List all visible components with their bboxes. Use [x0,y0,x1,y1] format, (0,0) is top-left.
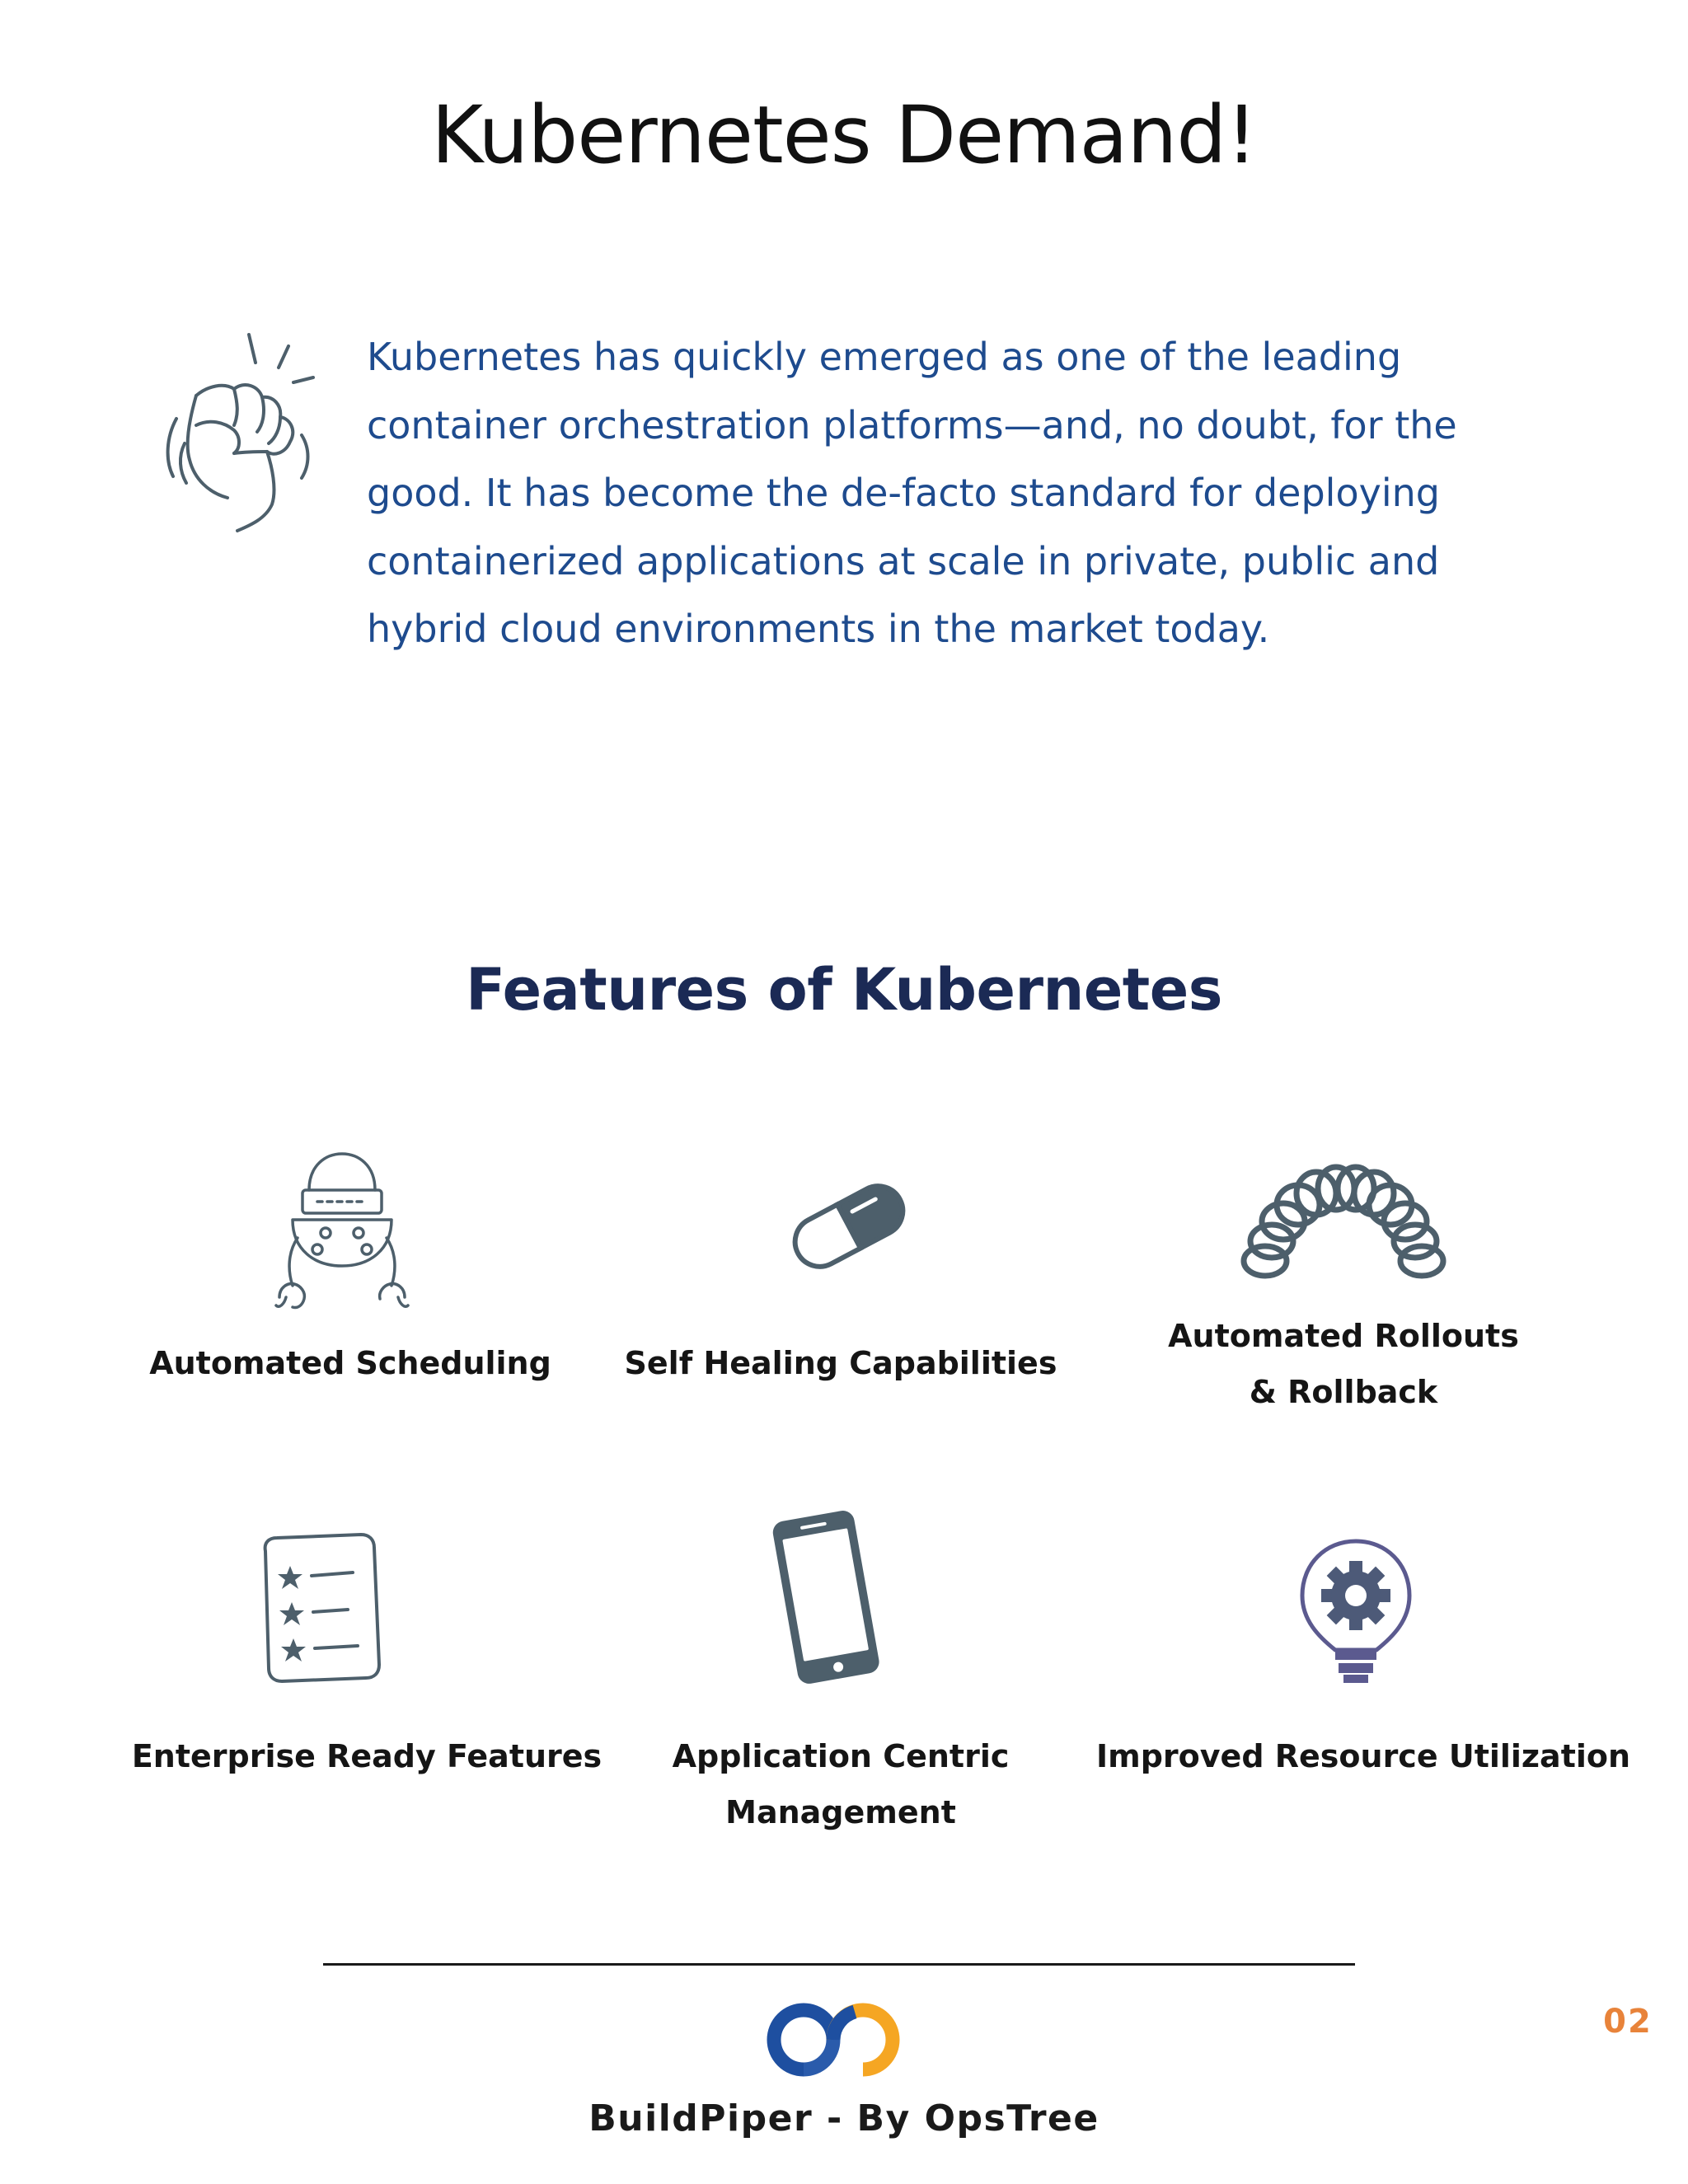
lightbulb-gear-icon [1294,1535,1418,1687]
intro-line: good. It has become the de-facto standard for deploying [367,471,1440,515]
capsule-icon [775,1169,923,1284]
feature-label [1096,1308,1591,1420]
feature-label [593,1335,1088,1391]
feature-label [103,1335,598,1391]
smartphone-icon [760,1508,892,1685]
feature-label-line: Enterprise Ready Features [131,1738,603,1774]
raised-fist-icon [148,328,330,534]
intro-line: Kubernetes has quickly emerged as one of the leading [367,335,1402,379]
features-heading: Features of Kubernetes [466,956,1222,1024]
feature-label [593,1728,1088,1840]
feature-label-line: Management [725,1794,956,1830]
feature-label-line: Improved Resource Utilization [1096,1738,1631,1774]
intro-line: container orchestration platforms—and, no doubt, for the [367,402,1457,448]
buildpiper-logo-icon [762,1999,904,2081]
robot-icon [268,1147,416,1320]
feature-label-line: Automated Rollouts [1168,1318,1519,1354]
feature-label [1096,1728,1631,1784]
intro-paragraph [367,323,1504,663]
intro-line: containerized applications at scale in private, public and [367,538,1440,583]
feature-label [120,1728,614,1784]
feature-label-line: Application Centric [672,1738,1010,1774]
footer-divider [323,1963,1355,1966]
brand-name: BuildPiper - By OpsTree [588,2097,1100,2139]
feature-label-line: Automated Scheduling [149,1345,551,1381]
page-title: Kubernetes Demand! [431,89,1257,181]
page-number: 02 [1603,2003,1653,2041]
feature-label-line: Self Healing Capabilities [624,1345,1057,1381]
spring-icon [1240,1162,1447,1294]
checklist-icon [257,1533,385,1685]
intro-line: hybrid cloud environments in the market today. [367,607,1270,651]
feature-label-line: & Rollback [1249,1374,1438,1410]
